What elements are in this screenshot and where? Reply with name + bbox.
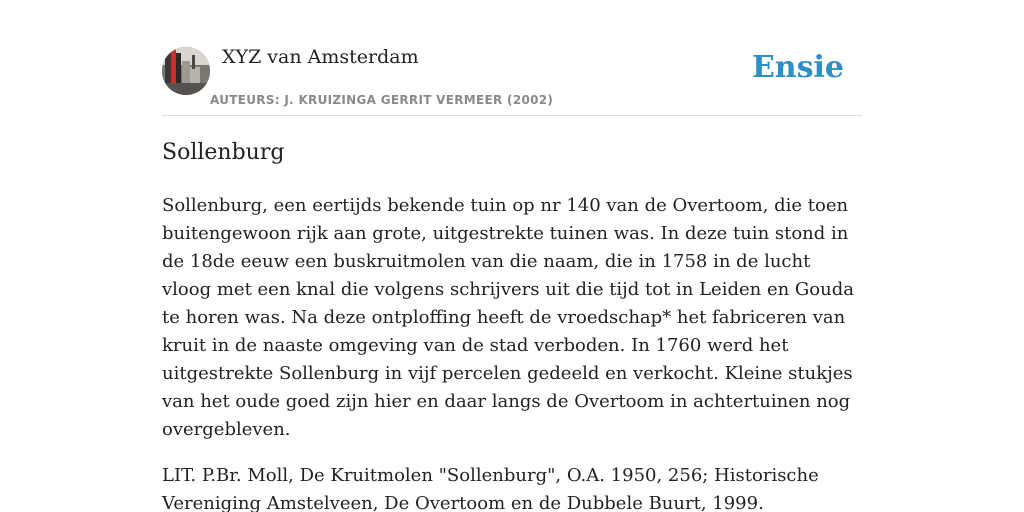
authors-line: AUTEURS: J. KRUIZINGA GERRIT VERMEER (2002) (210, 93, 554, 107)
entry-literature: LIT. P.Br. Moll, De Kruitmolen "Sollenburg", O.A. 1950, 256; Historische Vereniging Amstelveen, De Overtoom en de Dubbele Buurt, 1999. (162, 465, 819, 512)
header (162, 44, 862, 116)
ensie-logo-link[interactable]: Ensie (751, 50, 844, 85)
entry-content (162, 192, 862, 512)
book-avatar[interactable] (162, 47, 210, 95)
entry-body: Sollenburg, een eertijds bekende tuin op nr 140 van de Overtoom, die toen buitengewoon rijk aan grote, uitgestrekte tuinen was. In deze tuin stond in de 18de eeuw een buskruitmolen van die naam, die in 1758 in de lucht vloog met een knal die volgens schrijvers uit die tijd tot in Leiden en Gouda te horen was. Na deze ontploffing heeft de vroedschap* het fabriceren van kruit in de naaste omgeving van de stad verboden. In 1760 werd het uitgestrekte Sollenburg in vijf percelen gedeeld en verkocht. Kleine stukjes van het oude goed zijn hier en daar langs de Overtoom in achtertuinen nog overgebleven. (162, 195, 854, 440)
entry-title: Sollenburg (162, 140, 285, 165)
book-title[interactable]: XYZ van Amsterdam (222, 46, 419, 68)
book-cover-thumbnail-icon (162, 47, 210, 95)
